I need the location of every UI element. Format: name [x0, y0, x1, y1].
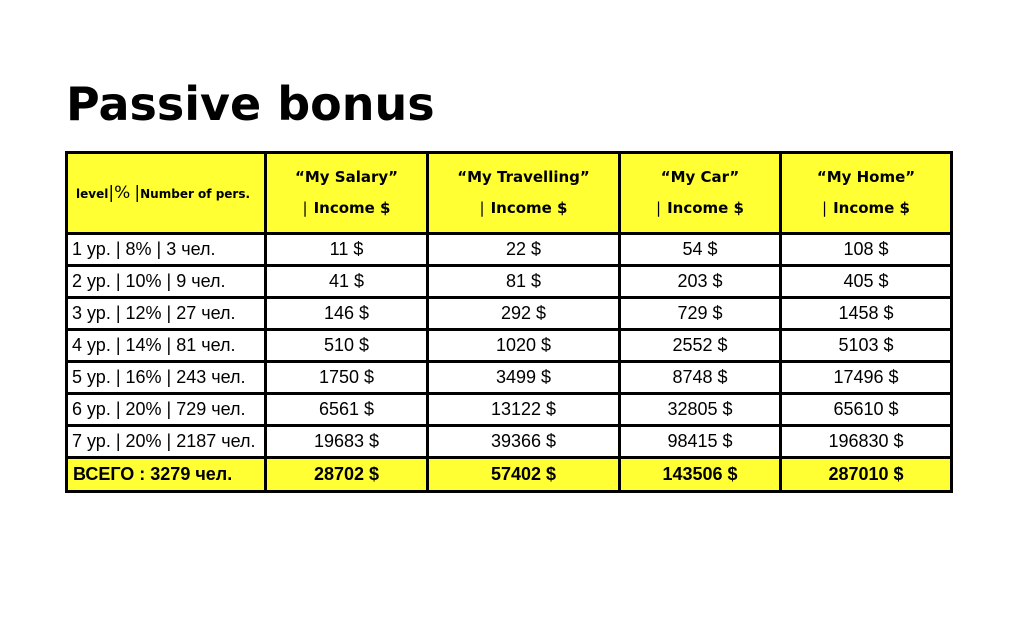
travelling-column-header [428, 153, 620, 234]
salary-cell: 19683 $ [266, 426, 428, 458]
home-cell: 405 $ [781, 266, 952, 298]
car-cell: 203 $ [620, 266, 781, 298]
column-name: “My Salary” [294, 168, 398, 186]
travelling-cell: 39366 $ [428, 426, 620, 458]
travelling-cell: 81 $ [428, 266, 620, 298]
total-car-cell: 143506 $ [620, 458, 781, 492]
travelling-cell: 3499 $ [428, 362, 620, 394]
travelling-cell: 13122 $ [428, 394, 620, 426]
table-row [67, 298, 952, 330]
car-cell: 54 $ [620, 234, 781, 266]
income-separator: | [656, 199, 662, 217]
table-row [67, 266, 952, 298]
level-cell: 3 ур. | 12% | 27 чел. [67, 298, 266, 330]
home-cell: 108 $ [781, 234, 952, 266]
salary-cell: 11 $ [266, 234, 428, 266]
table-row [67, 234, 952, 266]
level-cell: 4 ур. | 14% | 81 чел. [67, 330, 266, 362]
total-travelling-cell: 57402 $ [428, 458, 620, 492]
car-cell: 2552 $ [620, 330, 781, 362]
level-cell: 1 ур. | 8% | 3 чел. [67, 234, 266, 266]
home-cell: 5103 $ [781, 330, 952, 362]
income-separator: | [822, 199, 828, 217]
total-home-cell: 287010 $ [781, 458, 952, 492]
travelling-cell: 1020 $ [428, 330, 620, 362]
home-column-header [781, 153, 952, 234]
income-separator: | [479, 199, 485, 217]
level-column-header [67, 153, 266, 234]
header-separator: | [108, 183, 115, 203]
salary-cell: 146 $ [266, 298, 428, 330]
total-salary-cell: 28702 $ [266, 458, 428, 492]
travelling-cell: 22 $ [428, 234, 620, 266]
home-cell: 196830 $ [781, 426, 952, 458]
header-separator: | [134, 183, 141, 203]
passive-bonus-table [65, 151, 953, 493]
level-label: level [76, 187, 109, 201]
column-name: “My Car” [660, 168, 740, 186]
income-label: Income $ [313, 199, 391, 217]
table-row [67, 330, 952, 362]
income-label: Income $ [667, 199, 744, 217]
car-cell: 8748 $ [620, 362, 781, 394]
home-cell: 17496 $ [781, 362, 952, 394]
column-name: “My Travelling” [457, 168, 590, 186]
level-cell: 6 ур. | 20% | 729 чел. [67, 394, 266, 426]
level-cell: 7 ур. | 20% | 2187 чел. [67, 426, 266, 458]
persons-label: Number of pers. [140, 187, 251, 201]
page-title: Passive bonus [66, 77, 435, 131]
salary-cell: 6561 $ [266, 394, 428, 426]
percent-label: % [114, 183, 131, 203]
level-cell: 5 ур. | 16% | 243 чел. [67, 362, 266, 394]
home-cell: 65610 $ [781, 394, 952, 426]
travelling-cell: 292 $ [428, 298, 620, 330]
income-separator: | [302, 199, 308, 217]
car-cell: 729 $ [620, 298, 781, 330]
income-label: Income $ [833, 199, 910, 217]
salary-cell: 510 $ [266, 330, 428, 362]
table-header-row [67, 153, 952, 234]
column-name: “My Home” [816, 168, 916, 186]
salary-column-header [266, 153, 428, 234]
total-label-cell: ВСЕГО : 3279 чел. [67, 458, 266, 492]
home-cell: 1458 $ [781, 298, 952, 330]
car-column-header [620, 153, 781, 234]
salary-cell: 1750 $ [266, 362, 428, 394]
level-cell: 2 ур. | 10% | 9 чел. [67, 266, 266, 298]
salary-cell: 41 $ [266, 266, 428, 298]
income-label: Income $ [490, 199, 568, 217]
total-row [67, 458, 952, 492]
table-row [67, 362, 952, 394]
table-row [67, 394, 952, 426]
car-cell: 32805 $ [620, 394, 781, 426]
car-cell: 98415 $ [620, 426, 781, 458]
table-row [67, 426, 952, 458]
